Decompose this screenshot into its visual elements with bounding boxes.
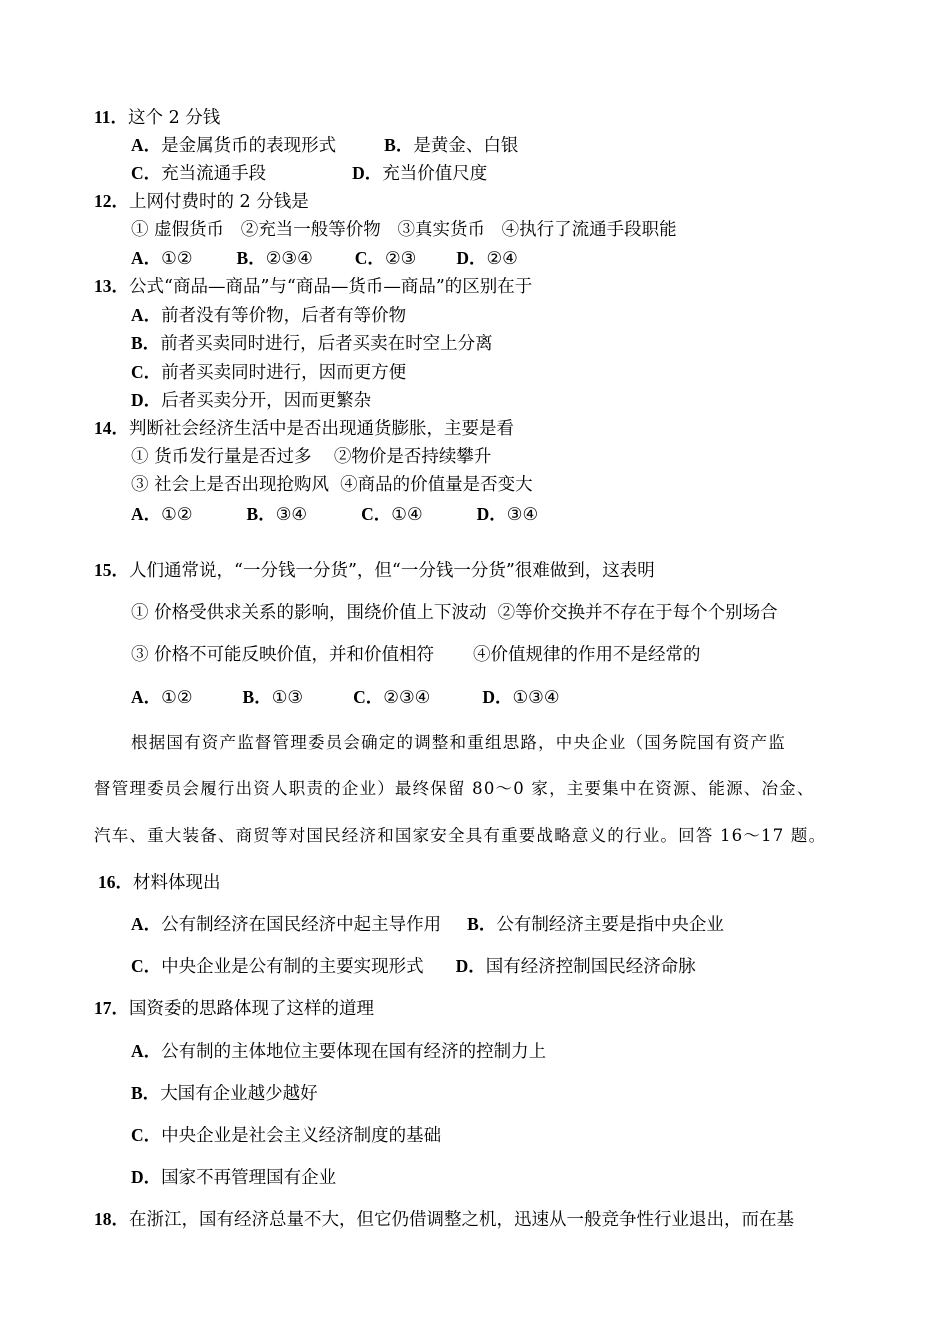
option-c: ②③ [384, 249, 417, 269]
option-b: 是黄金、白银 [413, 136, 519, 156]
question-stem: 判断社会经济生活中是否出现通货膨胀，主要是看 [129, 419, 514, 439]
option-a: ①② [161, 505, 193, 525]
statements-row: ① 价格受供求关系的影响，围绕价值上下波动 ②等价交换并不存在于每个个别场合 [131, 603, 778, 623]
question-12 [94, 190, 309, 213]
question-number: 15． [94, 560, 129, 580]
option-c-row [131, 1124, 441, 1147]
option-label: C． [353, 687, 384, 707]
question-stem: 人们通常说，“一分钱一分货”，但“一分钱一分货”很难做到，这表明 [129, 561, 655, 581]
option-c: 前者买卖同时进行，因而更方便 [161, 363, 407, 383]
question-13 [94, 275, 532, 298]
question-16 [98, 871, 221, 894]
option-c-row [131, 361, 406, 384]
option-label: D． [131, 1167, 162, 1187]
statements-row: ③ 社会上是否出现抢购风 ④商品的价值量是否变大 [131, 475, 533, 495]
option-b: ②③④ [265, 249, 313, 269]
option-label: B． [246, 504, 276, 524]
option-label: C． [361, 504, 392, 524]
options-row [131, 913, 724, 936]
option-d: ②④ [486, 249, 518, 269]
question-stem: 这个 2 分钱 [128, 108, 221, 128]
options-row [131, 162, 487, 185]
option-b-row [131, 1082, 318, 1105]
option-c: 中央企业是社会主义经济制度的基础 [161, 1126, 442, 1146]
option-label: C． [131, 163, 162, 183]
question-15 [94, 559, 655, 582]
question-number: 13． [94, 276, 129, 296]
option-d: 充当价值尺度 [382, 164, 488, 184]
option-label: B． [467, 914, 497, 934]
question-stem: 国资委的思路体现了这样的道理 [129, 999, 374, 1019]
options-row [131, 247, 518, 270]
option-d: ①③④ [512, 688, 560, 708]
option-c: ①④ [391, 505, 423, 525]
question-number: 14． [94, 418, 129, 438]
option-label: C． [131, 1125, 162, 1145]
option-label: A． [131, 914, 162, 934]
option-label: A． [131, 135, 162, 155]
option-d: ③④ [506, 505, 539, 525]
option-label: D． [352, 163, 383, 183]
option-b-row [131, 332, 493, 355]
option-label: B． [384, 135, 414, 155]
option-label: D． [456, 248, 487, 268]
option-a: ①② [161, 249, 193, 269]
option-label: B． [131, 333, 161, 353]
option-label: B． [242, 687, 272, 707]
statements-row: ① 货币发行量是否过多 ②物价是否持续攀升 [131, 447, 492, 467]
question-number: 17． [94, 998, 129, 1018]
option-label: D． [131, 390, 162, 410]
option-d-row [131, 1166, 336, 1189]
option-label: D． [455, 956, 486, 976]
option-a: 是金属货币的表现形式 [161, 136, 337, 156]
option-b: 大国有企业越少越好 [160, 1084, 318, 1104]
option-c: 充当流通手段 [161, 164, 267, 184]
option-d: 国有经济控制国民经济命脉 [485, 957, 696, 977]
option-label: A． [131, 1041, 162, 1061]
question-number: 18． [94, 1209, 129, 1229]
option-a: 前者没有等价物，后者有等价物 [161, 306, 407, 326]
option-a-row [131, 304, 406, 327]
option-d: 后者买卖分开，因而更繁杂 [161, 391, 372, 411]
option-label: D． [476, 504, 507, 524]
option-label: B． [236, 248, 266, 268]
option-label: B． [131, 1083, 161, 1103]
option-c: ②③④ [383, 688, 431, 708]
options-row [131, 686, 560, 709]
option-label: A． [131, 687, 162, 707]
options-row [131, 134, 518, 157]
material-line-1: 根据国有资产监督管理委员会确定的调整和重组思路，中央企业（国务院国有资产监 [131, 733, 786, 752]
options-row [131, 955, 696, 978]
option-d: 国家不再管理国有企业 [161, 1168, 337, 1188]
option-b: 前者买卖同时进行，后者买卖在时空上分离 [160, 334, 493, 354]
question-17 [94, 997, 374, 1020]
question-stem: 上网付费时的 2 分钱是 [129, 192, 309, 212]
options-row [131, 503, 538, 526]
statements-row: ① 虚假货币 ②充当一般等价物 ③真实货币 ④执行了流通手段职能 [131, 220, 677, 240]
statements-row: ③ 价格不可能反映价值，并和价值相符 ④价值规律的作用不是经常的 [131, 645, 701, 665]
material-line-3: 汽车、重大装备、商贸等对国民经济和国家安全具有重要战略意义的行业。回答 16～17 题。 [94, 826, 827, 845]
option-label: A． [131, 305, 162, 325]
question-18 [94, 1208, 794, 1231]
option-b: ③④ [275, 505, 308, 525]
question-14 [94, 417, 514, 440]
question-stem: 材料体现出 [133, 873, 221, 893]
option-a: 公有制经济在国民经济中起主导作用 [161, 915, 442, 935]
material-line-2: 督管理委员会履行出资人职责的企业）最终保留 80～0 家，主要集中在资源、能源、冶金、 [94, 779, 815, 798]
option-label: C． [354, 248, 385, 268]
option-a-row [131, 1040, 546, 1063]
question-number: 11． [94, 107, 129, 127]
option-d-row [131, 389, 371, 412]
option-label: C． [131, 362, 162, 382]
question-number: 16． [98, 872, 133, 892]
option-a: 公有制的主体地位主要体现在国有经济的控制力上 [161, 1042, 547, 1062]
question-number: 12． [94, 191, 129, 211]
option-label: C． [131, 956, 162, 976]
option-a: ①② [161, 688, 193, 708]
option-label: D． [482, 687, 513, 707]
question-stem: 公式“商品—商品”与“商品—货币—商品”的区别在于 [129, 277, 533, 297]
option-b: ①③ [271, 688, 304, 708]
option-label: A． [131, 248, 162, 268]
option-c: 中央企业是公有制的主要实现形式 [161, 957, 424, 977]
option-label: A． [131, 504, 162, 524]
question-11 [94, 106, 220, 129]
question-stem: 在浙江，国有经济总量不大，但它仍借调整之机，迅速从一般竞争性行业退出，而在基 [129, 1210, 794, 1230]
option-b: 公有制经济主要是指中央企业 [496, 915, 724, 935]
